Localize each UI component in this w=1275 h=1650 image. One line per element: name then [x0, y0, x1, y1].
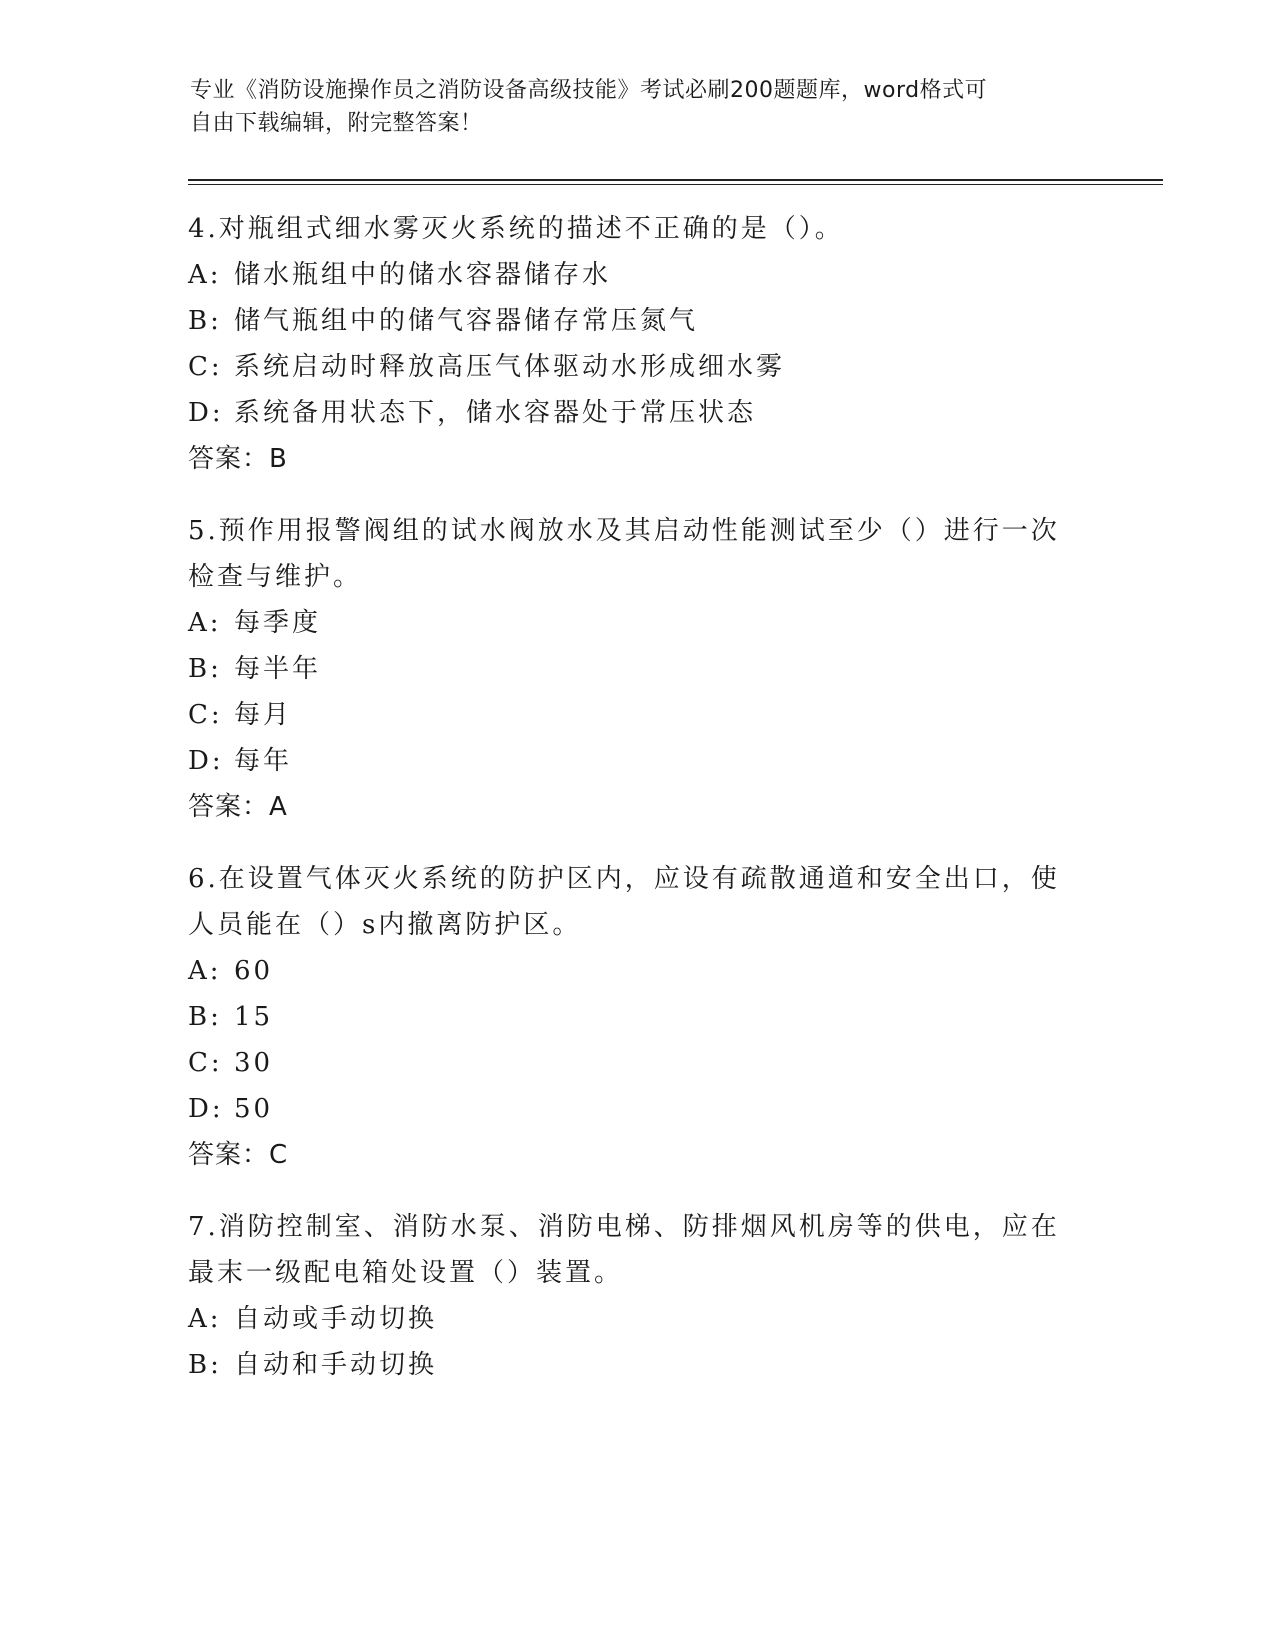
option-b — [188, 994, 1088, 1040]
option-text: 60 — [234, 956, 274, 986]
option-text: 系统启动时释放高压气体驱动水形成细水雾 — [234, 352, 786, 382]
option-text: 50 — [234, 1094, 274, 1124]
option-letter: B: — [188, 1350, 222, 1380]
option-a — [188, 948, 1088, 994]
option-letter: D: — [188, 1094, 224, 1124]
option-d — [188, 738, 1088, 784]
option-letter: B: — [188, 1002, 222, 1032]
option-d — [188, 1086, 1088, 1132]
header-line-2: 自由下载编辑，附完整答案！ — [190, 111, 483, 136]
question-7 — [188, 1204, 1088, 1388]
question-5 — [188, 508, 1088, 830]
option-text: 每季度 — [234, 608, 322, 638]
question-stem: 5.预作用报警阀组的试水阀放水及其启动性能测试至少（）进行一次 — [188, 516, 1060, 546]
header-divider-top — [188, 179, 1163, 181]
answer-line: 答案：C — [188, 1140, 289, 1170]
option-b — [188, 1342, 1088, 1388]
option-a — [188, 252, 1088, 298]
question-stem: 6.在设置气体灭火系统的防护区内，应设有疏散通道和安全出口，使 — [188, 864, 1060, 894]
option-letter: B: — [188, 306, 222, 336]
header-line-1: 专业《消防设施操作员之消防设备高级技能》考试必刷200题题库，word格式可 — [190, 78, 988, 103]
option-letter: A: — [188, 956, 222, 986]
option-d — [188, 390, 1088, 436]
question-list — [188, 206, 1088, 1414]
option-letter: A: — [188, 608, 222, 638]
option-letter: D: — [188, 398, 224, 428]
answer-line: 答案：B — [188, 444, 288, 474]
option-text: 每半年 — [234, 654, 322, 684]
option-text: 系统备用状态下，储水容器处于常压状态 — [234, 398, 757, 428]
document-header — [190, 74, 1070, 140]
question-6 — [188, 856, 1088, 1178]
option-b — [188, 298, 1088, 344]
option-c — [188, 1040, 1088, 1086]
option-c — [188, 344, 1088, 390]
header-divider-bottom — [188, 184, 1163, 185]
option-letter: A: — [188, 1304, 222, 1334]
option-letter: D: — [188, 746, 224, 776]
question-stem: 7.消防控制室、消防水泵、消防电梯、防排烟风机房等的供电，应在 — [188, 1212, 1060, 1242]
question-stem-continued: 检查与维护。 — [188, 562, 363, 592]
option-letter: C: — [188, 1048, 223, 1078]
option-a — [188, 600, 1088, 646]
option-text: 每年 — [234, 746, 293, 776]
option-a — [188, 1296, 1088, 1342]
question-stem-continued: 最末一级配电箱处设置（）装置。 — [188, 1258, 624, 1288]
option-text: 30 — [234, 1048, 274, 1078]
option-text: 自动和手动切换 — [234, 1350, 438, 1380]
option-letter: C: — [188, 700, 223, 730]
option-c — [188, 692, 1088, 738]
option-text: 储水瓶组中的储水容器储存水 — [234, 260, 612, 290]
option-text: 每月 — [234, 700, 293, 730]
option-b — [188, 646, 1088, 692]
option-letter: A: — [188, 260, 222, 290]
option-letter: C: — [188, 352, 223, 382]
answer-line: 答案：A — [188, 792, 288, 822]
question-stem: 4.对瓶组式细水雾灭火系统的描述不正确的是（）。 — [188, 214, 844, 244]
question-stem-continued: 人员能在（）s内撤离防护区。 — [188, 910, 582, 940]
option-text: 15 — [234, 1002, 274, 1032]
option-letter: B: — [188, 654, 222, 684]
option-text: 储气瓶组中的储气容器储存常压氮气 — [234, 306, 699, 336]
option-text: 自动或手动切换 — [234, 1304, 438, 1334]
question-4 — [188, 206, 1088, 482]
